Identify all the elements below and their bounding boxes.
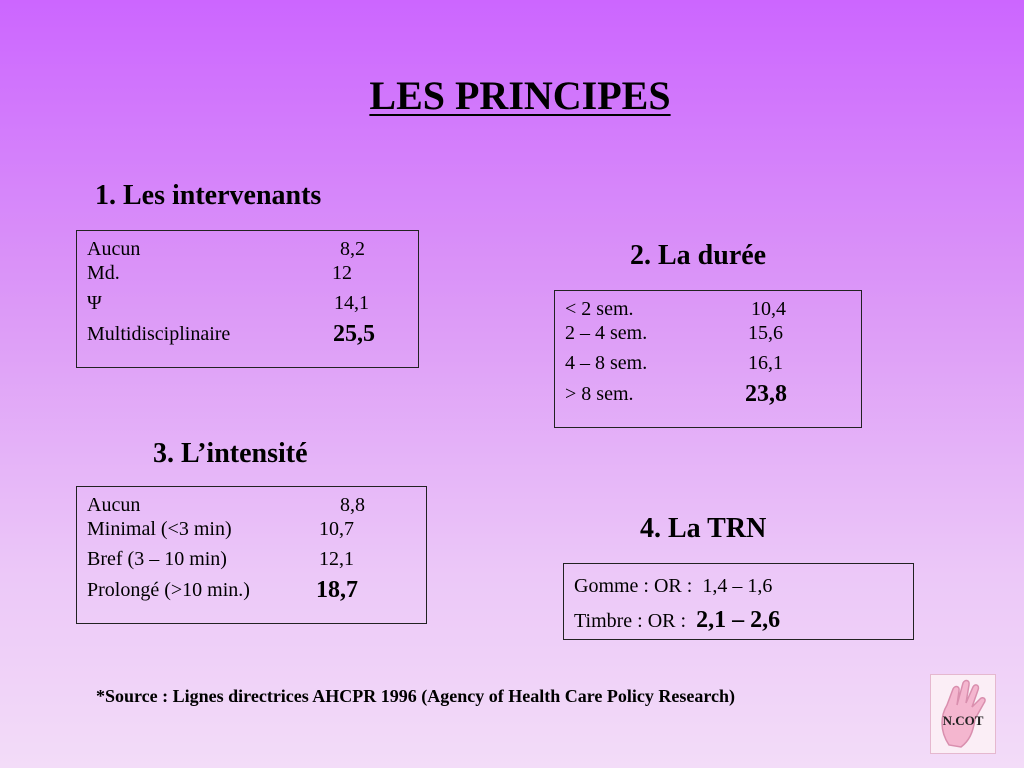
row-label: 4 – 8 sem.: [565, 352, 648, 374]
table-row: [565, 379, 851, 410]
row-value: 23,8: [745, 381, 787, 407]
row-label: Bref (3 – 10 min): [87, 548, 227, 570]
table-row: [565, 348, 851, 379]
row-label: Multidisciplinaire: [87, 323, 231, 345]
table-row: [565, 299, 851, 319]
section-heading-intervenants: 1. Les intervenants: [95, 180, 322, 211]
row-value: 2,1 – 2,6: [696, 607, 781, 633]
table-row: [574, 573, 903, 607]
hand-logo-icon: [931, 675, 995, 753]
section-heading-trn: 4. La TRN: [640, 513, 767, 544]
row-label: Prolongé (>10 min.): [87, 579, 250, 601]
row-value: 1,4 – 1,6: [702, 575, 773, 597]
row-value: 16,1: [748, 352, 783, 374]
table-row: [87, 239, 408, 259]
row-value: 8,8: [340, 494, 365, 516]
table-row: [87, 259, 408, 288]
logo: [930, 674, 996, 754]
row-value: 8,2: [340, 238, 365, 260]
page-title: LES PRINCIPES: [369, 73, 671, 118]
row-value: 14,1: [334, 292, 369, 314]
row-value: 12,1: [319, 548, 354, 570]
row-label: Ψ: [87, 292, 102, 314]
section-heading-duree: 2. La durée: [630, 240, 767, 271]
table-row: [87, 288, 408, 319]
table-duree: [554, 290, 862, 428]
table-row: [87, 575, 416, 606]
table-row: [574, 607, 903, 641]
section-heading-intensite: 3. L’intensité: [153, 438, 308, 469]
row-value: 10,4: [751, 298, 786, 320]
table-row: [87, 319, 408, 350]
table-trn: [563, 563, 914, 640]
row-label: Md.: [87, 262, 120, 284]
row-label: Aucun: [87, 238, 141, 260]
row-value: 12: [332, 262, 352, 284]
table-intensite: [76, 486, 427, 624]
table-row: [87, 544, 416, 575]
row-label: < 2 sem.: [565, 298, 634, 320]
table-row: [565, 319, 851, 348]
table-row: [87, 515, 416, 544]
row-value: 15,6: [748, 322, 783, 344]
row-value: 18,7: [316, 577, 358, 603]
source-note: *Source : Lignes directrices AHCPR 1996 (Agency of Health Care Policy Research): [96, 686, 736, 706]
row-label: Timbre : OR :: [574, 610, 687, 632]
logo-text: N.COT: [942, 713, 984, 728]
row-label: Aucun: [87, 494, 141, 516]
row-label: Minimal (<3 min): [87, 518, 232, 540]
row-label: Gomme : OR :: [574, 575, 693, 597]
row-value: 10,7: [319, 518, 354, 540]
row-label: > 8 sem.: [565, 383, 634, 405]
row-label: 2 – 4 sem.: [565, 322, 648, 344]
row-value: 25,5: [333, 321, 375, 347]
table-row: [87, 495, 416, 515]
table-intervenants: [76, 230, 419, 368]
